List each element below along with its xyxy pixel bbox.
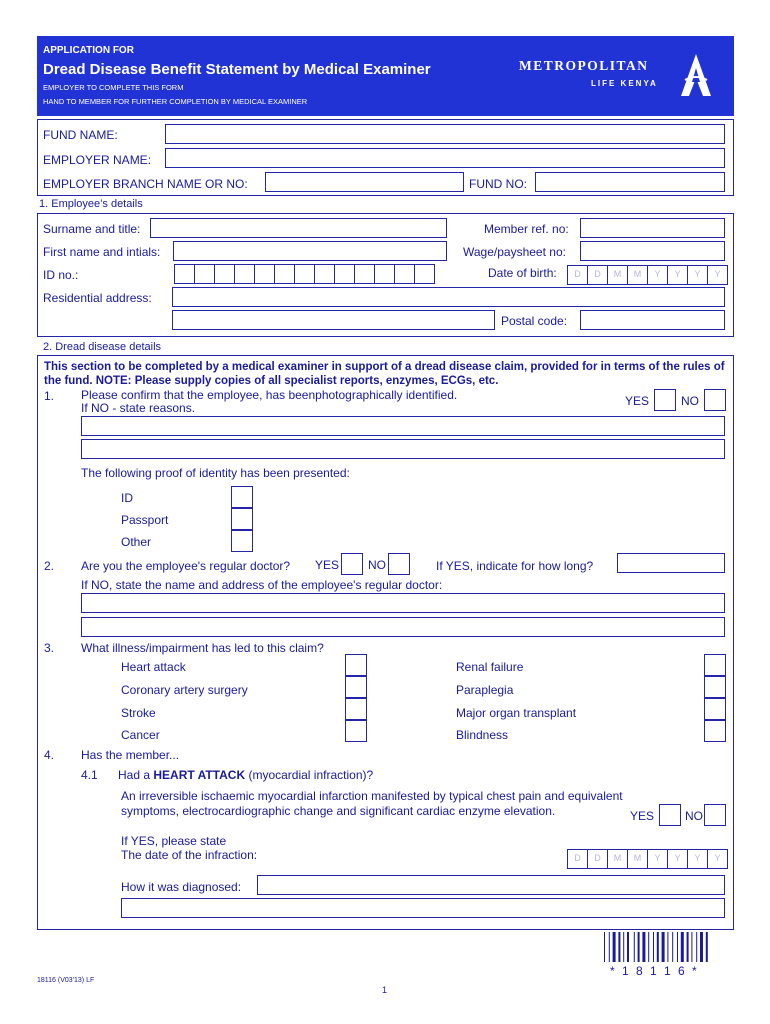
branch-label: EMPLOYER BRANCH NAME OR NO: — [43, 177, 248, 191]
q41-text: Had a HEART ATTACK (myocardial infraction)? — [118, 768, 374, 782]
diagnosed-input-2[interactable] — [121, 898, 725, 918]
residential-label: Residential address: — [43, 291, 152, 305]
if-yes-label: If YES, please state — [121, 834, 227, 848]
barcode-bar — [687, 932, 689, 962]
id-digit-cell[interactable] — [254, 264, 275, 284]
q3-text: What illness/impairment has led to this claim? — [81, 641, 324, 655]
q2-doctor-input-2[interactable] — [81, 617, 725, 637]
barcode-bar — [653, 932, 654, 962]
q41-yes-label: YES — [630, 809, 655, 823]
wage-input[interactable] — [580, 241, 725, 261]
id-digit-cell[interactable] — [354, 264, 375, 284]
q3-number: 3. — [44, 641, 55, 655]
id-digit-cell[interactable] — [294, 264, 315, 284]
barcode-bar — [677, 932, 678, 962]
infraction-date-cell[interactable]: Y — [707, 849, 728, 869]
q2-doctor-input-1[interactable] — [81, 593, 725, 613]
id-digit-cell[interactable] — [194, 264, 215, 284]
barcode-bar — [634, 932, 635, 962]
q41-no-label: NO — [685, 809, 703, 823]
illness-cancer-label: Cancer — [121, 728, 160, 742]
infraction-date-cell[interactable]: D — [587, 849, 608, 869]
infraction-date-cell[interactable]: M — [607, 849, 628, 869]
illness-renal-checkbox[interactable] — [704, 654, 726, 676]
member-ref-label: Member ref. no: — [484, 222, 569, 236]
q2-no-text: If NO, state the name and address of the employee's regular doctor: — [81, 578, 443, 592]
employer-name-label: EMPLOYER NAME: — [43, 153, 152, 167]
dob-cell[interactable]: D — [567, 265, 588, 285]
barcode-bar — [648, 932, 649, 962]
id-digit-cell[interactable] — [314, 264, 335, 284]
dob-cell[interactable]: Y — [707, 265, 728, 285]
barcode-bar — [672, 932, 673, 962]
employee-section-title: 1. Employee’s details — [39, 198, 143, 210]
wage-label: Wage/paysheet no: — [463, 245, 566, 259]
id-digit-cell[interactable] — [274, 264, 295, 284]
fund-no-label: FUND NO: — [469, 177, 527, 191]
illness-heart-attack-checkbox[interactable] — [345, 654, 367, 676]
first-name-input[interactable] — [173, 241, 447, 261]
id-no-label: ID no.: — [43, 268, 79, 282]
residential-input-2[interactable] — [172, 310, 495, 330]
barcode-bar — [604, 932, 605, 962]
q1-yes-checkbox[interactable] — [654, 389, 676, 411]
id-digit-cell[interactable] — [214, 264, 235, 284]
q2-no-checkbox[interactable] — [388, 553, 410, 575]
proof-id-label: ID — [121, 491, 133, 505]
q1-no-checkbox[interactable] — [704, 389, 726, 411]
q2-no-label: NO — [368, 558, 386, 572]
postal-label: Postal code: — [501, 314, 568, 328]
header-sub2: HAND TO MEMBER FOR FURTHER COMPLETION BY MEDICAL EXAMINER — [43, 97, 308, 106]
barcode-bar — [623, 932, 624, 962]
brand-sub: LIFE KENYA — [591, 79, 658, 88]
header-kicker: APPLICATION FOR — [43, 45, 134, 56]
illness-heart-attack-label: Heart attack — [121, 660, 186, 674]
form-header — [37, 36, 734, 116]
proof-text: The following proof of identity has been presented: — [81, 466, 350, 480]
illness-transplant-label: Major organ transplant — [456, 706, 577, 720]
infraction-date-cell[interactable]: Y — [647, 849, 668, 869]
barcode-bar — [618, 932, 620, 962]
first-name-label: First name and intials: — [43, 245, 161, 259]
metropolitan-logo-icon — [673, 52, 719, 100]
q2-yes-checkbox[interactable] — [341, 553, 363, 575]
q2-how-long-input[interactable] — [617, 553, 725, 573]
barcode-bar — [696, 932, 697, 962]
id-digit-cell[interactable] — [414, 264, 435, 284]
disease-intro: This section to be completed by a medical examiner in support of a dread disease claim, provided for in terms of the rules of the fund. NOTE: Please supply copies of all specialist reports, enzymes, ECGs, etc. — [44, 361, 725, 387]
q1-yes-label: YES — [625, 394, 650, 408]
illness-renal-label: Renal failure — [456, 660, 524, 674]
barcode-bar — [700, 932, 703, 962]
barcode-bar — [706, 932, 708, 962]
id-digit-cell[interactable] — [334, 264, 355, 284]
barcode — [604, 932, 728, 962]
barcode-bar — [613, 932, 616, 962]
id-digit-cell[interactable] — [174, 264, 195, 284]
q41-number: 4.1 — [81, 768, 98, 782]
barcode-bar — [681, 932, 684, 962]
illness-blindness-checkbox[interactable] — [704, 720, 726, 742]
illness-coronary-checkbox[interactable] — [345, 676, 367, 698]
illness-stroke-checkbox[interactable] — [345, 698, 367, 720]
q2-text: Are you the employee's regular doctor? — [81, 559, 291, 573]
diagnosed-input-1[interactable] — [257, 875, 725, 895]
page-number: 1 — [382, 985, 388, 995]
disease-section-title: 2. Dread disease details — [43, 341, 162, 353]
infraction-date-label: The date of the infraction: — [121, 848, 258, 862]
fund-no-input[interactable] — [535, 172, 725, 192]
q2-yes-label: YES — [315, 558, 340, 572]
brand-name: METROPOLITAN — [519, 58, 649, 73]
form-code: 18116 (V03'13) LF — [37, 977, 95, 984]
barcode-text: * 1 8 1 1 6 * — [610, 964, 699, 978]
illness-cancer-checkbox[interactable] — [345, 720, 367, 742]
dob-cell[interactable]: M — [627, 265, 648, 285]
dob-cell[interactable]: Y — [667, 265, 688, 285]
q4-text: Has the member... — [81, 748, 180, 762]
branch-input[interactable] — [265, 172, 464, 192]
proof-other-label: Other — [121, 535, 152, 549]
q1-reason-input-2[interactable] — [81, 439, 725, 459]
illness-paraplegia-checkbox[interactable] — [704, 676, 726, 698]
infraction-date-cell[interactable]: Y — [687, 849, 708, 869]
barcode-bar — [627, 932, 629, 962]
illness-blindness-label: Blindness — [456, 728, 509, 742]
proof-other-checkbox[interactable] — [231, 530, 253, 552]
illness-coronary-label: Coronary artery surgery — [121, 683, 248, 697]
q41-no-checkbox[interactable] — [704, 804, 726, 826]
barcode-bar — [609, 932, 610, 962]
postal-input[interactable] — [580, 310, 725, 330]
diagnosed-label: How it was diagnosed: — [121, 880, 242, 894]
q4-number: 4. — [44, 748, 55, 762]
id-digit-cell[interactable] — [374, 264, 395, 284]
dob-label: Date of birth: — [488, 266, 557, 280]
surname-input[interactable] — [150, 218, 447, 238]
proof-passport-checkbox[interactable] — [231, 508, 253, 530]
illness-stroke-label: Stroke — [121, 706, 156, 720]
q1-number: 1. — [44, 389, 55, 403]
infraction-date-cell[interactable]: M — [627, 849, 648, 869]
q2-number: 2. — [44, 559, 55, 573]
q41-description: An irreversible ischaemic myocardial infarction manifested by typical chest pain and equivalent symptoms, electrocardiographic change and significant cardiac enzyme elevation. — [121, 789, 623, 818]
dob-cell[interactable]: Y — [647, 265, 668, 285]
barcode-bar — [691, 932, 692, 962]
proof-passport-label: Passport — [121, 513, 169, 527]
barcode-bar — [657, 932, 659, 962]
barcode-bar — [642, 932, 645, 962]
dob-cell[interactable]: M — [607, 265, 628, 285]
form-title: Dread Disease Benefit Statement by Medical Examiner — [43, 61, 431, 78]
q1-sub: If NO - state reasons. — [81, 401, 196, 415]
id-digit-cell[interactable] — [234, 264, 255, 284]
dob-cell[interactable]: D — [587, 265, 608, 285]
proof-id-checkbox[interactable] — [231, 486, 253, 508]
surname-label: Surname and title: — [43, 222, 141, 236]
illness-paraplegia-label: Paraplegia — [456, 683, 514, 697]
fund-name-label: FUND NAME: — [43, 128, 118, 142]
dob-cell[interactable]: Y — [687, 265, 708, 285]
q41-yes-checkbox[interactable] — [659, 804, 681, 826]
illness-transplant-checkbox[interactable] — [704, 698, 726, 720]
residential-input-1[interactable] — [172, 287, 725, 307]
q1-text: Please confirm that the employee, has beenphotographically identified. — [81, 388, 458, 402]
id-digit-cell[interactable] — [394, 264, 415, 284]
fund-name-input[interactable] — [165, 124, 725, 144]
barcode-bar — [667, 932, 668, 962]
q1-no-label: NO — [681, 394, 699, 408]
infraction-date-cell[interactable]: D — [567, 849, 588, 869]
member-ref-input[interactable] — [580, 218, 725, 238]
barcode-bar — [662, 932, 665, 962]
header-sub1: EMPLOYER TO COMPLETE THIS FORM — [43, 83, 184, 92]
employer-name-input[interactable] — [165, 148, 725, 168]
q1-reason-input-1[interactable] — [81, 416, 725, 436]
infraction-date-cell[interactable]: Y — [667, 849, 688, 869]
q2-yes-text: If YES, indicate for how long? — [436, 559, 594, 573]
barcode-bar — [638, 932, 640, 962]
